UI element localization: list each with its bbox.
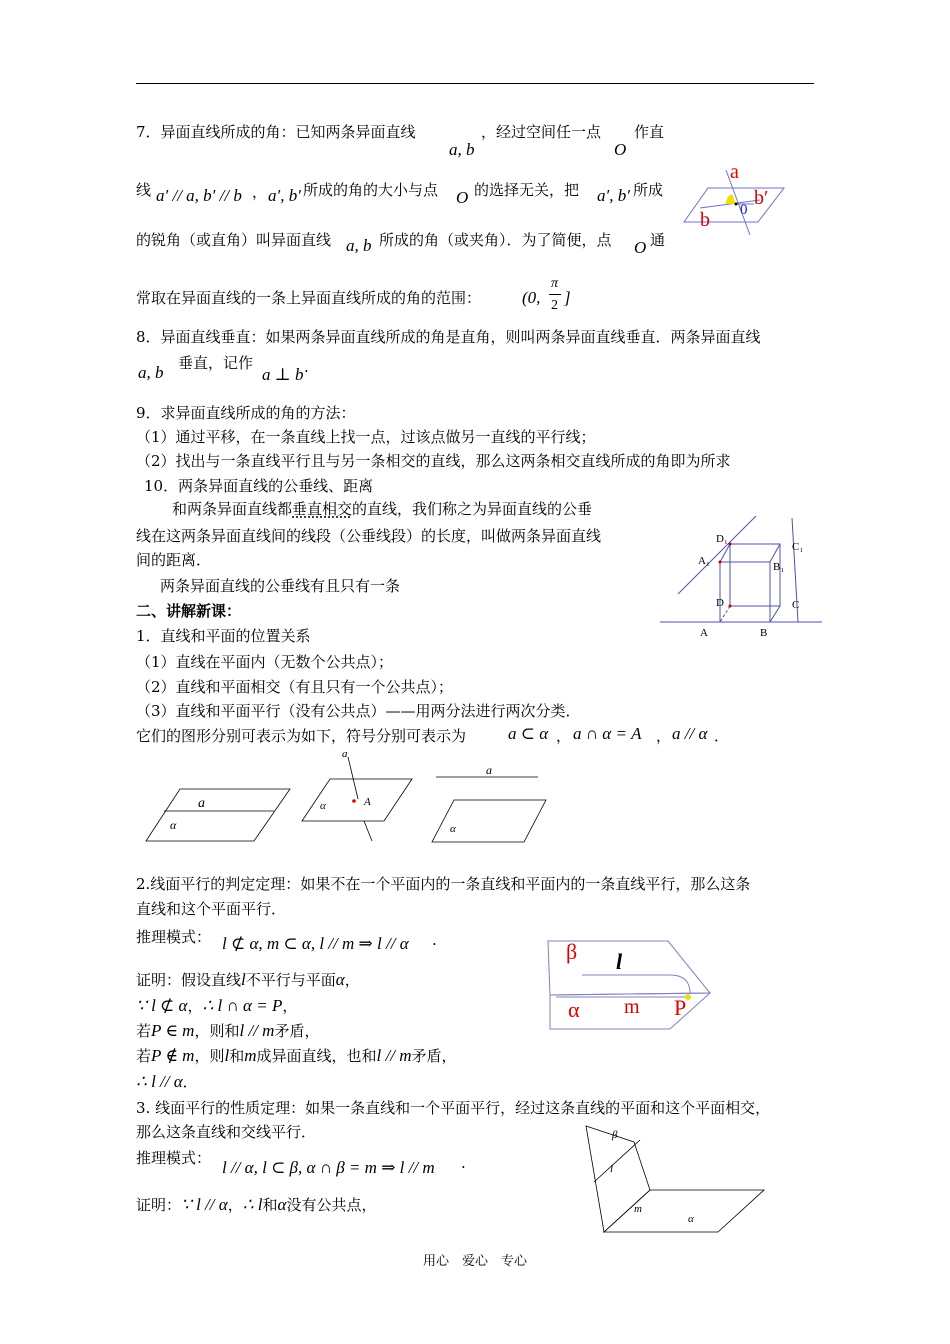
s7-line2e: 所成 bbox=[633, 181, 664, 199]
s3-line1: 3. 线面平行的性质定理：如果一条直线和一个平面平行，经过这条直线的平面和这个平面相交， bbox=[136, 1099, 771, 1117]
cube-figure bbox=[660, 510, 825, 642]
f1-label-a: a bbox=[198, 796, 205, 811]
s7-line2b: ， bbox=[252, 183, 268, 201]
s2-line2: 直线和这个平面平行． bbox=[136, 900, 287, 918]
text: ， bbox=[227, 1196, 243, 1214]
s7-line2a: 线 bbox=[136, 181, 152, 199]
parallel-proof-figure bbox=[540, 935, 715, 1035]
s7-range-open: (0, bbox=[522, 288, 541, 307]
text: 的直线，我们称之为异面直线的公垂 bbox=[352, 500, 593, 518]
s7-line2c: 所成的角的大小与点 bbox=[303, 181, 439, 199]
fig2-label-beta: β bbox=[566, 939, 578, 964]
math: l // m bbox=[376, 1046, 412, 1065]
s7-line3a: 的锐角（或直角）叫异面直线 bbox=[136, 231, 332, 249]
text: 和 bbox=[229, 1047, 245, 1065]
cube-label-a: A bbox=[700, 627, 708, 639]
f2-label-A: A bbox=[364, 796, 371, 808]
s8-math-perp: a ⊥ b bbox=[262, 365, 304, 384]
fig3-label-m: m bbox=[634, 1203, 642, 1215]
s3-mode-label: 推理模式： bbox=[136, 1149, 212, 1167]
text: 7．异面直线所成的角：已知两条异面直线 bbox=[136, 123, 416, 141]
new-p2b: ， bbox=[556, 727, 572, 745]
s3-mode-end: . bbox=[461, 1154, 466, 1172]
s2-line1: 2.线面平行的判定定理：如果不在一个平面内的一条直线和平面内的一条直线平行，那么这条 bbox=[136, 875, 751, 893]
f3-label-alpha: α bbox=[450, 823, 456, 835]
s2-proof2 bbox=[136, 996, 297, 1016]
s7-line1c: 作直 bbox=[634, 123, 665, 141]
new-p2c: ， bbox=[656, 727, 672, 745]
s7-math-ab: a, b bbox=[449, 140, 475, 159]
text: 证明： bbox=[136, 1196, 182, 1214]
fig7-label-b: b bbox=[700, 209, 710, 231]
s9-item1: （1）通过平移，在一条直线上找一点，过该点做另一直线的平行线； bbox=[136, 428, 596, 446]
text: ， bbox=[282, 997, 298, 1015]
cube-label-c: C bbox=[792, 599, 800, 611]
cube-label-b1: B₁ bbox=[773, 561, 785, 573]
emphasis-text: 垂直相交 bbox=[292, 500, 353, 518]
s7-line1 bbox=[136, 122, 416, 142]
s2-proof3 bbox=[136, 1021, 319, 1041]
s10-para1 bbox=[172, 499, 592, 519]
s8-line2a: 垂直，记作 bbox=[178, 354, 254, 372]
s2-proof1 bbox=[136, 970, 360, 990]
text: 和 bbox=[262, 1196, 278, 1214]
f1-label-alpha: α bbox=[170, 818, 177, 832]
math: l // m bbox=[239, 1021, 275, 1040]
s3-mode-expr: l // α, l ⊂ β, α ∩ β = m ⇒ l // m bbox=[222, 1158, 435, 1177]
s7-math-ab2: a, b bbox=[346, 236, 372, 255]
fraction-bar bbox=[549, 294, 561, 295]
s2-proof4 bbox=[136, 1046, 457, 1066]
f2-label-alpha: α bbox=[320, 800, 326, 812]
s7-line3b: 所成的角（或夹角）．为了简便，点 bbox=[379, 231, 612, 249]
new-p1: 1．直线和平面的位置关系 bbox=[136, 627, 311, 645]
fig7-label-bprime: b′ bbox=[754, 187, 769, 209]
skew-angle-figure bbox=[680, 160, 800, 240]
fig3-label-l: l bbox=[610, 1163, 614, 1175]
math: P ∉ m bbox=[151, 1046, 195, 1065]
new-item3: （3）直线和平面平行（没有公共点）——用两分法进行两次分类． bbox=[136, 702, 581, 720]
fig2-label-m: m bbox=[624, 996, 640, 1018]
text: ，则 bbox=[194, 1047, 225, 1065]
text: 矛盾， bbox=[274, 1022, 320, 1040]
math: α bbox=[335, 970, 345, 989]
text: ． bbox=[182, 1073, 198, 1091]
text: 和两条异面直线都 bbox=[172, 500, 293, 518]
s8-math-ab: a, b bbox=[138, 363, 164, 382]
s7-point-o2: O bbox=[456, 188, 469, 207]
s7-range-den: 2 bbox=[551, 298, 558, 313]
new-item1: （1）直线在平面内（无数个公共点）； bbox=[136, 653, 394, 671]
text: 矛盾， bbox=[411, 1047, 457, 1065]
fig3-label-alpha: α bbox=[688, 1213, 694, 1225]
text: 若 bbox=[136, 1047, 152, 1065]
cube-label-d1: D₁ bbox=[716, 533, 728, 545]
s7-point-o: O bbox=[614, 140, 627, 159]
math: ∴ l ∩ α = P bbox=[202, 996, 283, 1015]
text: 成异面直线，也和 bbox=[256, 1047, 377, 1065]
math: l bbox=[224, 1046, 230, 1065]
line-parallel-plane-figure bbox=[430, 760, 550, 845]
s10-title: 10．两条异面直线的公垂线、距离 bbox=[144, 477, 374, 495]
s3-proof bbox=[136, 1195, 376, 1215]
new-p2d: ． bbox=[714, 727, 730, 745]
new-p2a: 它们的图形分别可表示为如下，符号分别可表示为 bbox=[136, 727, 467, 745]
math: α bbox=[277, 1195, 287, 1214]
fig2-label-l: l bbox=[616, 949, 623, 974]
s7-math-aprime: a′, b′ bbox=[268, 186, 301, 205]
s10-para3: 间的距离． bbox=[136, 551, 212, 569]
s2-mode-expr: l ⊄ α, m ⊂ α, l // m ⇒ l // α bbox=[222, 934, 409, 953]
text: 没有公共点， bbox=[286, 1196, 377, 1214]
s7-math-parallel: a′ // a, b′ // b bbox=[156, 186, 242, 205]
math: ∵ l // α bbox=[181, 1195, 228, 1214]
new-math3: a // α bbox=[672, 724, 708, 743]
fig2-label-alpha: α bbox=[568, 997, 580, 1022]
s2-mode-end: . bbox=[432, 931, 437, 949]
text: ，则和 bbox=[194, 1022, 240, 1040]
s8-line2b: . bbox=[304, 358, 309, 376]
cube-label-b: B bbox=[760, 627, 768, 639]
f2-label-a: a bbox=[342, 748, 348, 760]
cube-label-c1: C₁ bbox=[792, 541, 804, 553]
line-intersect-plane-figure bbox=[300, 745, 415, 845]
s7-line1b: ，经过空间任一点 bbox=[481, 123, 602, 141]
page-footer: 用心 爱心 专心 bbox=[422, 1254, 527, 1269]
fig7-label-o: 0 bbox=[740, 202, 748, 218]
math: ∵ l ⊄ α bbox=[136, 996, 188, 1015]
property-theorem-figure bbox=[578, 1120, 768, 1240]
s10-para2: 线在这两条异面直线间的线段（公垂线段）的长度，叫做两条异面直线 bbox=[136, 527, 602, 545]
math: ∴ l // α bbox=[136, 1072, 183, 1091]
line-in-plane-figure bbox=[140, 785, 300, 845]
math: P ∈ m bbox=[151, 1021, 195, 1040]
math: ∴ l bbox=[242, 1195, 263, 1214]
s2-proof5 bbox=[136, 1072, 198, 1092]
fig2-label-p: P bbox=[674, 995, 687, 1020]
new-item2: （2）直线和平面相交（有且只有一个公共点）； bbox=[136, 678, 454, 696]
new-math1: a ⊂ α bbox=[508, 724, 549, 743]
text: 若 bbox=[136, 1022, 152, 1040]
math: m bbox=[244, 1046, 257, 1065]
text: 证明：假设直线 bbox=[136, 971, 242, 989]
s7-point-o3: O bbox=[634, 238, 647, 257]
s2-mode-label: 推理模式： bbox=[136, 928, 212, 946]
s7-line3c: 通 bbox=[650, 231, 666, 249]
s3-line2: 那么这条直线和交线平行． bbox=[136, 1123, 317, 1141]
header-rule bbox=[136, 83, 814, 84]
s7-line4a: 常取在异面直线的一条上异面直线所成的角的范围： bbox=[136, 289, 482, 307]
s7-range-num: π bbox=[551, 276, 559, 291]
s7-line2d: 的选择无关，把 bbox=[474, 181, 580, 199]
s8-line1: 8．异面直线垂直：如果两条异面直线所成的角是直角，则叫两条异面直线垂直．两条异面直线 bbox=[136, 328, 761, 346]
s9-item2: （2）找出与一条直线平行且与另一条相交的直线，那么这两条相交直线所成的角即为所求 bbox=[136, 452, 731, 470]
text: ， bbox=[344, 971, 360, 989]
text: ， bbox=[187, 997, 203, 1015]
s9-title: 9．求异面直线所成的角的方法： bbox=[136, 404, 356, 422]
fig3-label-beta: β bbox=[612, 1129, 618, 1141]
cube-label-a1: A₁ bbox=[698, 555, 710, 567]
section-heading: 二、讲解新课： bbox=[136, 602, 242, 620]
fig7-label-a: a bbox=[730, 161, 739, 183]
s7-range-close: ] bbox=[564, 288, 571, 307]
new-math2: a ∩ α = A bbox=[573, 724, 642, 743]
cube-label-d: D bbox=[716, 597, 724, 609]
s7-math-aprime2: a′, b′ bbox=[597, 186, 630, 205]
math: l bbox=[241, 970, 246, 989]
text: 不平行与平面 bbox=[245, 971, 336, 989]
s10-para4: 两条异面直线的公垂线有且只有一条 bbox=[160, 577, 401, 595]
f3-label-a: a bbox=[486, 763, 492, 777]
